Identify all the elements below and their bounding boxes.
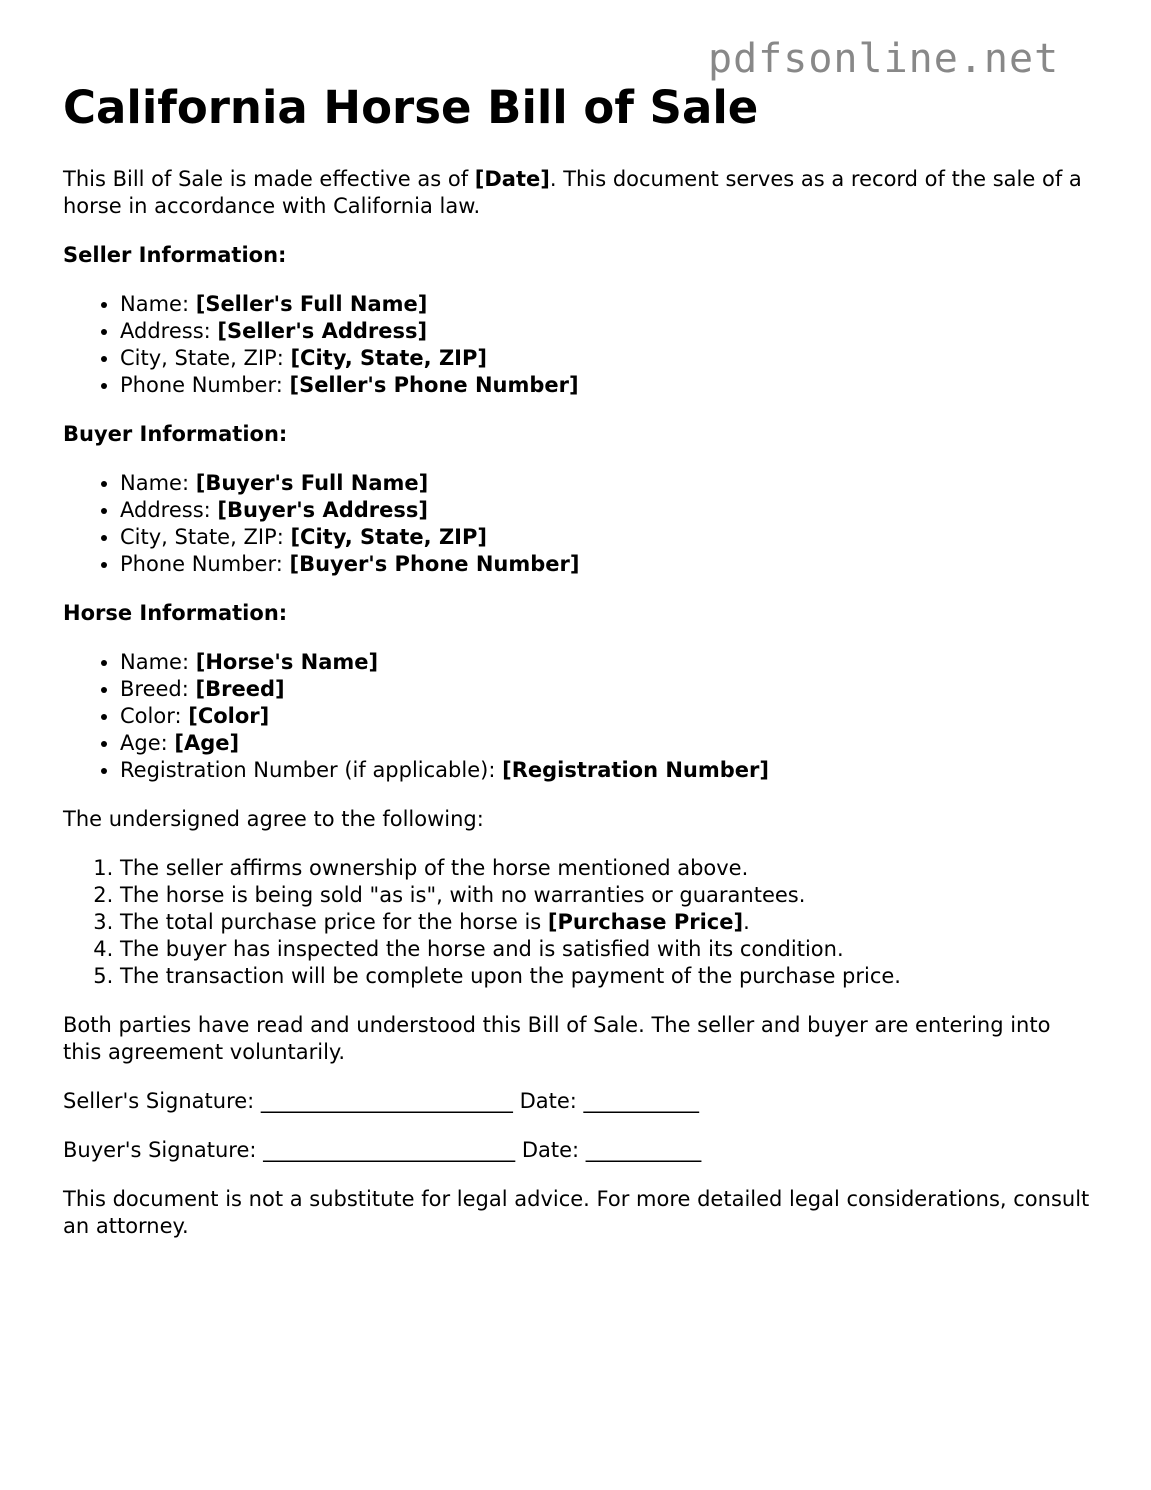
intro-paragraph (63, 166, 1093, 220)
seller-signature-line: Seller's Signature: ________________________ Date: ___________ (63, 1089, 700, 1113)
field-value: [Breed] (195, 677, 285, 701)
field-value: [Buyer's Address] (217, 498, 428, 522)
term-text: The buyer has inspected the horse and is satisfied with its condition. (120, 937, 844, 961)
field-value: [City, State, ZIP] (290, 525, 487, 549)
field-label: City, State, ZIP: (120, 525, 291, 549)
disclaimer-paragraph: This document is not a substitute for legal advice. For more detailed legal considerations, consult an attorney. (63, 1187, 1090, 1238)
field-label: City, State, ZIP: (120, 346, 291, 370)
intro-text-rest: . This document serves as a record of the sale of a horse in accordance with California law. (63, 167, 1082, 218)
term-text: The horse is being sold "as is", with no warranties or guarantees. (120, 883, 806, 907)
list-item (120, 649, 1093, 676)
field-label: Age: (120, 731, 175, 755)
field-label: Registration Number (if applicable): (120, 758, 503, 782)
agreement-term (120, 936, 1093, 963)
field-value: [Seller's Address] (217, 319, 428, 343)
agreement-term (120, 882, 1093, 909)
intro-text: This Bill of Sale is made effective as of (63, 167, 475, 191)
list-item (120, 703, 1093, 730)
term-text-end: . (743, 910, 750, 934)
field-value: [Seller's Full Name] (195, 292, 428, 316)
field-label: Address: (120, 319, 218, 343)
watermark-logo: pdfsonline.net (708, 36, 1060, 82)
term-text: The seller affirms ownership of the horse mentioned above. (120, 856, 749, 880)
list-item (120, 676, 1093, 703)
buyer-signature-line: Buyer's Signature: ________________________ Date: ___________ (63, 1138, 702, 1162)
field-value: [Age] (174, 731, 240, 755)
agreement-term (120, 855, 1093, 882)
horse-heading: Horse Information: (63, 601, 288, 625)
term-text: The total purchase price for the horse is (120, 910, 548, 934)
field-value: [Buyer's Full Name] (195, 471, 429, 495)
buyer-list (63, 470, 1093, 578)
agreement-terms-list (63, 855, 1093, 990)
field-label: Phone Number: (120, 373, 290, 397)
field-label: Address: (120, 498, 218, 522)
field-value: [Seller's Phone Number] (289, 373, 579, 397)
horse-list (63, 649, 1093, 784)
agreement-lead: The undersigned agree to the following: (63, 807, 484, 831)
list-item (120, 551, 1093, 578)
field-value: [City, State, ZIP] (290, 346, 487, 370)
document-page (63, 78, 1093, 1262)
seller-heading: Seller Information: (63, 243, 287, 267)
field-value: [Horse's Name] (195, 650, 379, 674)
term-text: The transaction will be complete upon the payment of the purchase price. (120, 964, 901, 988)
field-label: Name: (120, 471, 196, 495)
field-value: [Buyer's Phone Number] (289, 552, 580, 576)
field-value: [Registration Number] (502, 758, 769, 782)
list-item (120, 757, 1093, 784)
buyer-heading: Buyer Information: (63, 422, 288, 446)
list-item (120, 318, 1093, 345)
list-item (120, 524, 1093, 551)
list-item (120, 291, 1093, 318)
list-item (120, 730, 1093, 757)
field-label: Color: (120, 704, 189, 728)
list-item (120, 345, 1093, 372)
agreement-term (120, 963, 1093, 990)
list-item (120, 497, 1093, 524)
field-label: Name: (120, 292, 196, 316)
list-item (120, 372, 1093, 399)
list-item (120, 470, 1093, 497)
purchase-price-placeholder: [Purchase Price] (547, 910, 744, 934)
field-label: Breed: (120, 677, 196, 701)
date-placeholder: [Date] (474, 167, 550, 191)
document-title: California Horse Bill of Sale (63, 81, 759, 134)
closing-paragraph: Both parties have read and understood this Bill of Sale. The seller and buyer are entering into this agreement voluntarily. (63, 1013, 1051, 1064)
field-label: Phone Number: (120, 552, 290, 576)
agreement-term (120, 909, 1093, 936)
field-label: Name: (120, 650, 196, 674)
field-value: [Color] (188, 704, 270, 728)
seller-list (63, 291, 1093, 399)
